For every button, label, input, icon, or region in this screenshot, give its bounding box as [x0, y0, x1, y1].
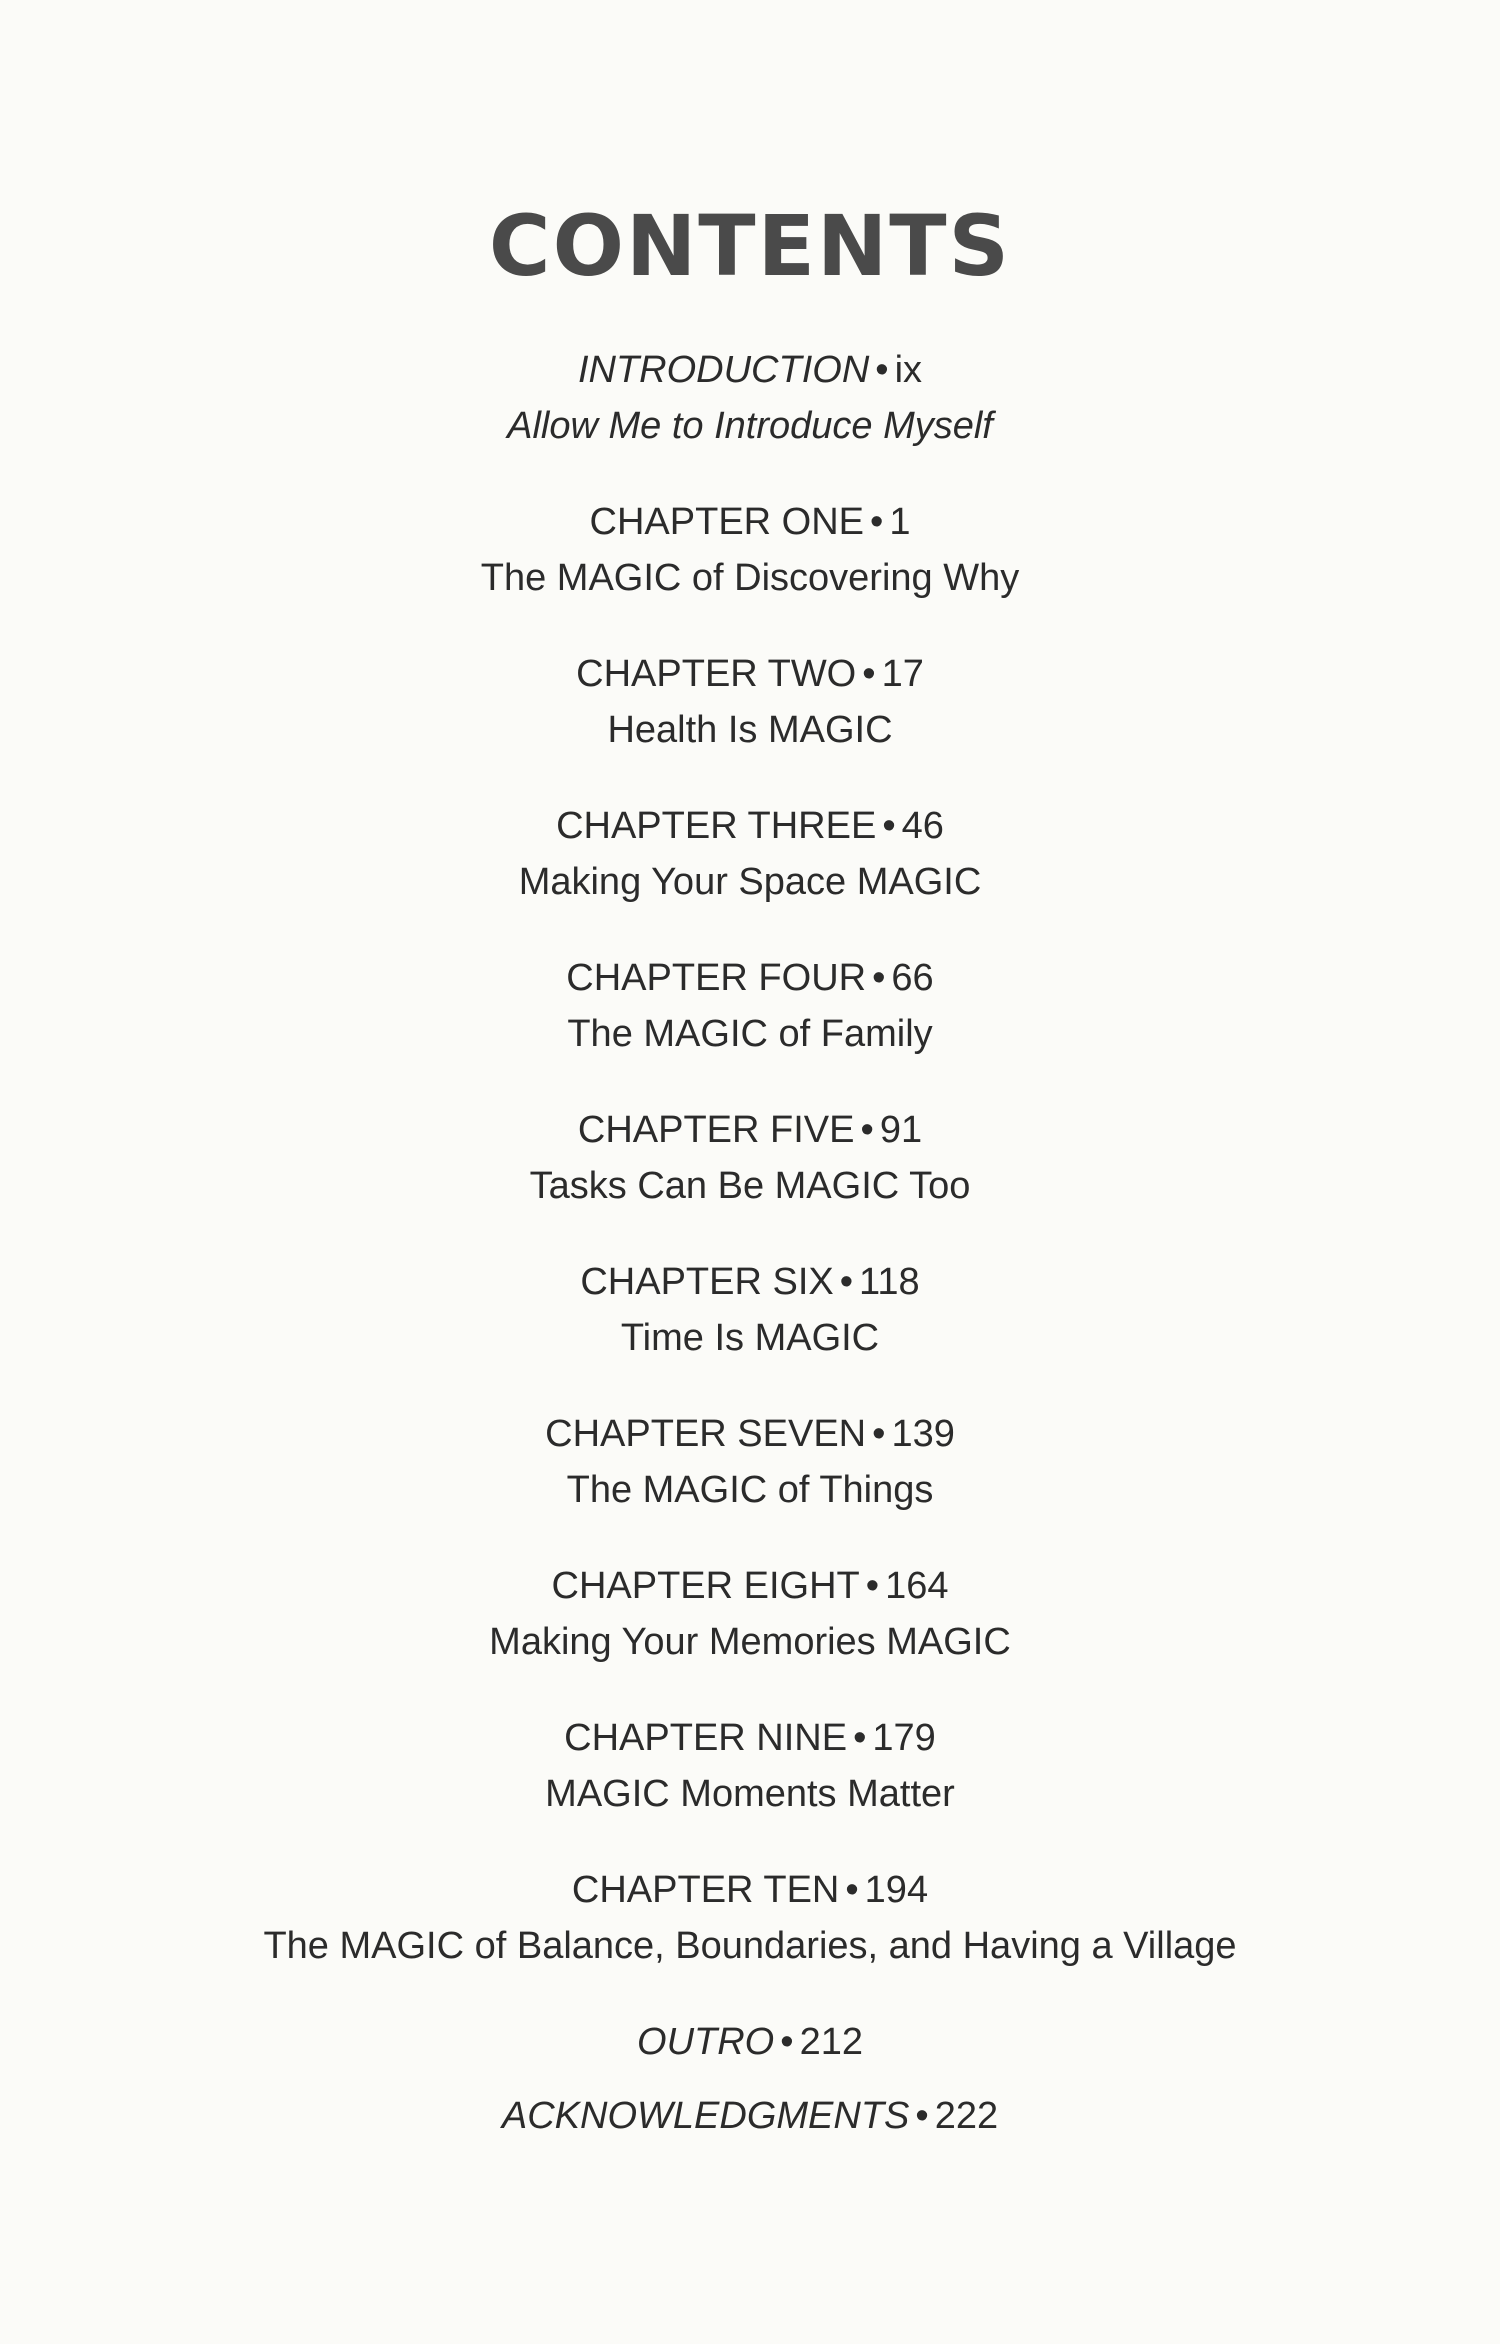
bullet-separator: •	[845, 1869, 859, 1911]
toc-entry-page-number: 194	[864, 1869, 929, 1911]
toc-entry-subtitle: Health Is MAGIC	[607, 709, 893, 751]
toc-entry-label: OUTRO	[637, 2021, 775, 2063]
toc-entry-subtitle: Allow Me to Introduce Myself	[507, 405, 993, 447]
bullet-separator: •	[862, 653, 876, 695]
toc-entry-chapter-one[interactable]	[0, 494, 1500, 606]
toc-entry-heading	[0, 1862, 1500, 1918]
toc-entry-subtitle: The MAGIC of Family	[567, 1013, 933, 1055]
toc-entry-label: CHAPTER TEN	[571, 1869, 840, 1911]
toc-entry-label: CHAPTER SEVEN	[545, 1413, 867, 1455]
toc-entry-subtitle: Tasks Can Be MAGIC Too	[529, 1165, 971, 1207]
bullet-separator: •	[915, 2095, 929, 2137]
toc-entry-chapter-three[interactable]	[0, 798, 1500, 910]
toc-entry-page-number: 118	[859, 1261, 920, 1303]
toc-entry-label: CHAPTER ONE	[589, 501, 865, 543]
bullet-separator: •	[780, 2021, 794, 2063]
toc-entry-page-number: 46	[901, 805, 944, 847]
page-title: CONTENTS	[488, 197, 1012, 295]
toc-entry-subtitle: The MAGIC of Things	[566, 1469, 934, 1511]
toc-entry-heading	[0, 2014, 1500, 2070]
bullet-separator: •	[853, 1717, 867, 1759]
toc-entry-page-number: 179	[872, 1717, 936, 1759]
toc-entry-heading	[0, 798, 1500, 854]
toc-entry-heading	[0, 1710, 1500, 1766]
toc-entry-page-number: ix	[894, 349, 923, 391]
bullet-separator: •	[872, 1413, 886, 1455]
toc-entry-label: CHAPTER SIX	[580, 1261, 834, 1303]
toc-entry-label: ACKNOWLEDGMENTS	[501, 2095, 910, 2137]
toc-entry-chapter-six[interactable]	[0, 1254, 1500, 1366]
toc-entry-heading	[0, 1406, 1500, 1462]
toc-entry-heading	[0, 1102, 1500, 1158]
bullet-separator: •	[872, 957, 886, 999]
toc-entry-subtitle: The MAGIC of Discovering Why	[480, 557, 1020, 599]
bullet-separator: •	[870, 501, 884, 543]
toc-entry-page-number: 1	[889, 501, 911, 543]
toc-entry-page-number: 66	[891, 957, 934, 999]
toc-entry-outro[interactable]	[0, 2014, 1500, 2070]
bullet-separator: •	[882, 805, 896, 847]
toc-entry-chapter-five[interactable]	[0, 1102, 1500, 1214]
toc-entry-page-number: 212	[799, 2021, 863, 2063]
toc-entry-chapter-nine[interactable]	[0, 1710, 1500, 1822]
toc-entry-label: INTRODUCTION	[577, 349, 870, 391]
toc-entry-heading	[0, 1254, 1500, 1310]
toc-entry-page-number: 222	[934, 2095, 999, 2137]
bullet-separator: •	[865, 1565, 880, 1607]
toc-entry-heading	[0, 2088, 1500, 2144]
toc-entry-subtitle: Making Your Memories MAGIC	[489, 1621, 1011, 1663]
toc-entry-chapter-ten[interactable]	[0, 1862, 1500, 1974]
toc-entry-page-number: 91	[879, 1109, 923, 1151]
toc-entry-label: CHAPTER TWO	[576, 653, 857, 695]
toc-entry-heading	[0, 1558, 1500, 1614]
toc-entry-page-number: 17	[881, 653, 924, 695]
toc-entry-page-number: 164	[885, 1565, 949, 1607]
bullet-separator: •	[860, 1109, 874, 1151]
toc-entry-introduction[interactable]	[0, 342, 1500, 454]
toc-entry-subtitle: The MAGIC of Balance, Boundaries, and Having a Village	[263, 1925, 1237, 1967]
bullet-separator: •	[839, 1261, 854, 1303]
toc-entry-acknowledgments[interactable]	[0, 2088, 1500, 2144]
toc-entry-heading	[0, 646, 1500, 702]
toc-entry-subtitle: Making Your Space MAGIC	[518, 861, 982, 903]
toc-entry-label: CHAPTER EIGHT	[551, 1565, 860, 1607]
toc-entry-label: CHAPTER FIVE	[577, 1109, 855, 1151]
toc-entry-chapter-seven[interactable]	[0, 1406, 1500, 1518]
toc-entry-heading	[0, 950, 1500, 1006]
toc-entry-label: CHAPTER THREE	[556, 805, 877, 847]
toc-entry-heading	[0, 494, 1500, 550]
toc-entry-heading	[0, 342, 1500, 398]
toc-entry-chapter-eight[interactable]	[0, 1558, 1500, 1670]
toc-entry-label: CHAPTER FOUR	[566, 957, 867, 999]
toc-entry-chapter-two[interactable]	[0, 646, 1500, 758]
table-of-contents	[0, 342, 1500, 2184]
toc-entry-subtitle: Time Is MAGIC	[620, 1317, 880, 1359]
toc-entry-label: CHAPTER NINE	[564, 1717, 848, 1759]
toc-entry-subtitle: MAGIC Moments Matter	[545, 1773, 955, 1815]
toc-entry-page-number: 139	[891, 1413, 955, 1455]
bullet-separator: •	[875, 349, 889, 391]
toc-entry-chapter-four[interactable]	[0, 950, 1500, 1062]
